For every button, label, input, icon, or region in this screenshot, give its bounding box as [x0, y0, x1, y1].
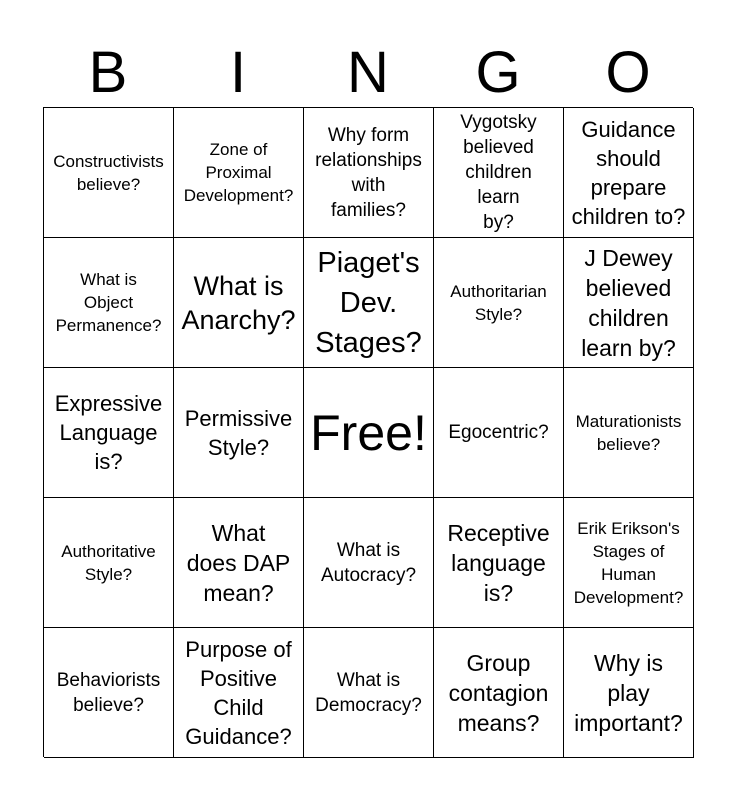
bingo-cell-r5-c2[interactable]: [174, 628, 304, 758]
cell-label: What does DAP mean?: [186, 519, 291, 606]
header-letter-b: B: [88, 40, 128, 105]
bingo-cell-r4-c5[interactable]: [564, 498, 694, 628]
bingo-cell-r1-c1[interactable]: [44, 108, 174, 238]
bingo-cell-r5-c4[interactable]: [434, 628, 564, 758]
cell-label: Purpose of Positive Child Guidance?: [185, 636, 292, 749]
cell-label: What is Autocracy?: [320, 539, 417, 586]
cell-label: Piaget's Dev. Stages?: [315, 246, 422, 359]
cell-label: Receptive language is?: [447, 519, 550, 606]
bingo-cell-free[interactable]: [304, 368, 434, 498]
cell-label: Constructivists believe?: [53, 151, 164, 194]
cell-label: Permissive Style?: [184, 405, 293, 460]
cell-label: What is Object Permanence?: [55, 270, 162, 335]
bingo-cell-r2-c1[interactable]: [44, 238, 174, 368]
bingo-cell-r3-c1[interactable]: [44, 368, 174, 498]
cell-label: Why form relationships with families?: [315, 124, 422, 221]
header-letter-i: I: [229, 40, 247, 105]
bingo-cell-r4-c3[interactable]: [304, 498, 434, 628]
cell-label: Why is play important?: [574, 649, 683, 736]
cell-label: What is Democracy?: [315, 669, 422, 716]
header-letter-g: G: [475, 40, 521, 105]
bingo-cell-r2-c3[interactable]: [304, 238, 434, 368]
cell-label: What is Anarchy?: [181, 270, 296, 335]
free-space-label: Free!: [310, 404, 427, 461]
bingo-cell-r1-c5[interactable]: [564, 108, 694, 238]
bingo-cell-r1-c4[interactable]: [434, 108, 564, 238]
cell-label: Zone of Proximal Development?: [183, 140, 294, 205]
bingo-header: [43, 38, 693, 108]
bingo-cell-r2-c4[interactable]: [434, 238, 564, 368]
header-letter-n: N: [347, 40, 389, 105]
bingo-cell-r3-c4[interactable]: [434, 368, 564, 498]
cell-label: Guidance should prepare children to?: [571, 116, 686, 229]
bingo-cell-r2-c5[interactable]: [564, 238, 694, 368]
cell-label: Vygotsky believed children learn by?: [460, 112, 537, 233]
bingo-cell-r4-c1[interactable]: [44, 498, 174, 628]
header-letter-o: O: [605, 40, 651, 105]
cell-label: Expressive Language is?: [54, 391, 163, 474]
bingo-cell-r1-c3[interactable]: [304, 108, 434, 238]
bingo-cell-r5-c5[interactable]: [564, 628, 694, 758]
bingo-cell-r3-c5[interactable]: [564, 368, 694, 498]
bingo-cell-r5-c1[interactable]: [44, 628, 174, 758]
cell-label: Erik Erikson's Stages of Human Development?: [573, 518, 684, 607]
bingo-cell-r3-c2[interactable]: [174, 368, 304, 498]
bingo-cell-r5-c3[interactable]: [304, 628, 434, 758]
cell-label: Behaviorists believe?: [56, 669, 161, 716]
cell-label: Egocentric?: [448, 422, 549, 443]
cell-label: Group contagion means?: [448, 649, 549, 736]
bingo-board: [43, 107, 693, 757]
cell-label: Maturationists believe?: [575, 411, 682, 454]
bingo-cell-r1-c2[interactable]: [174, 108, 304, 238]
bingo-cell-r2-c2[interactable]: [174, 238, 304, 368]
cell-label: Authoritative Style?: [61, 541, 156, 584]
cell-label: Authoritarian Style?: [450, 281, 547, 324]
bingo-cell-r4-c2[interactable]: [174, 498, 304, 628]
bingo-cell-r4-c4[interactable]: [434, 498, 564, 628]
cell-label: J Dewey believed children learn by?: [581, 244, 676, 361]
